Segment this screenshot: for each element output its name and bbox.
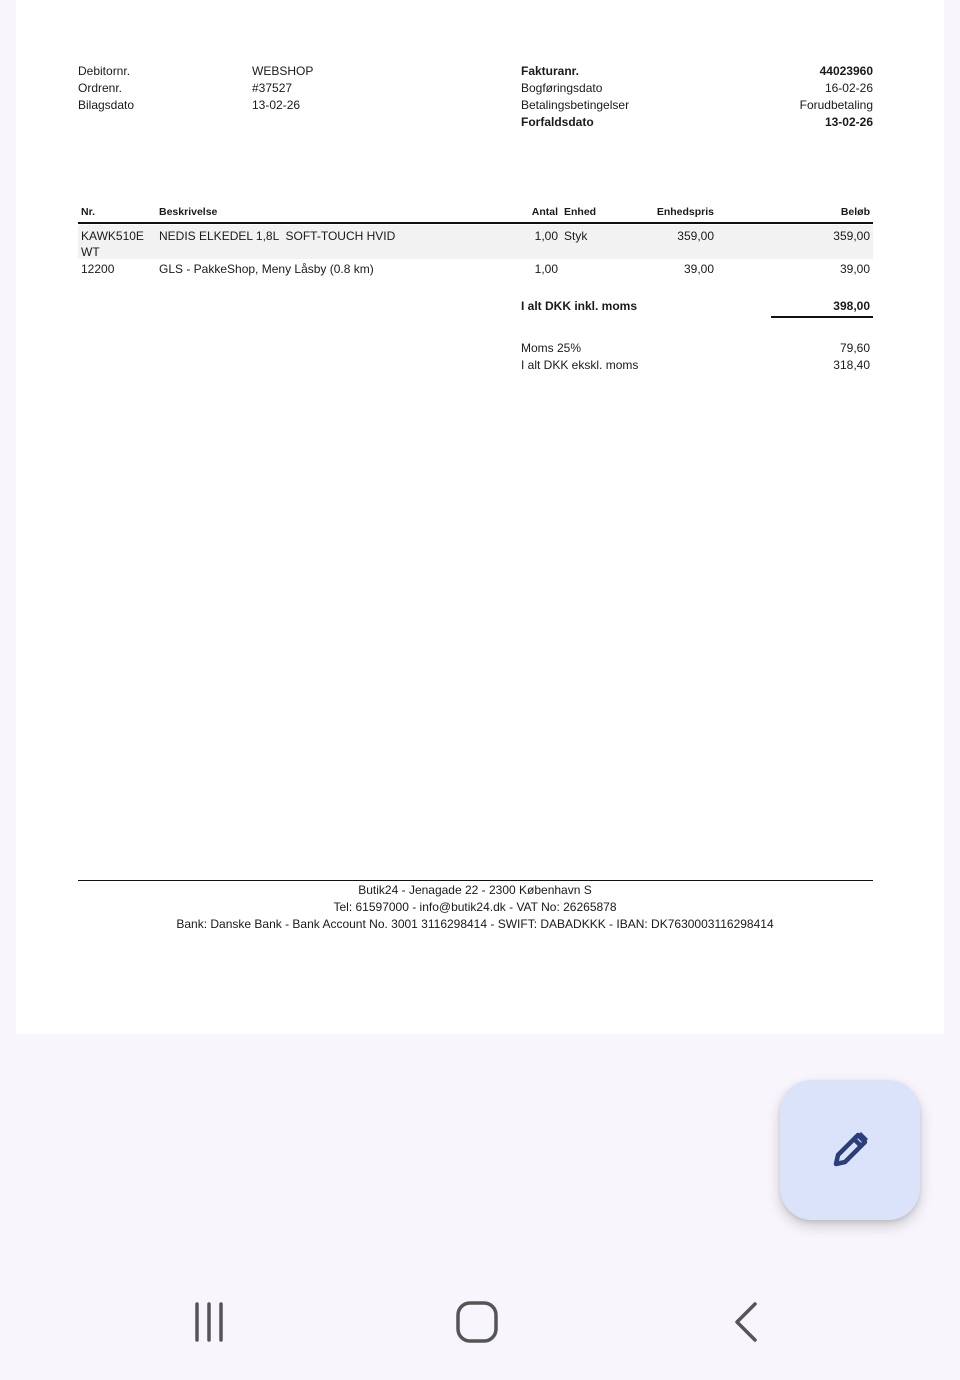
footer-contact: Tel: 61597000 - info@butik24.dk - VAT No: 26265878: [333, 900, 617, 914]
row-1-description: NEDIS ELKEDEL 1,8L SOFT-TOUCH HVID: [159, 229, 396, 243]
row-1-unit: Styk: [564, 229, 588, 243]
meta-value-debitornr: WEBSHOP: [252, 64, 314, 78]
meta-label-forfaldsdato: Forfaldsdato: [521, 115, 594, 129]
home-icon: [455, 1300, 499, 1344]
recents-button[interactable]: [179, 1292, 239, 1352]
row-1-amount: 359,00: [833, 229, 870, 243]
row-1-nr: KAWK510E: [81, 229, 144, 243]
meta-value-betalingsbetingelser: Forudbetaling: [799, 98, 873, 112]
table-header-amount: Beløb: [840, 206, 870, 218]
footer-rule: [78, 880, 873, 881]
meta-label-bogforingsdato: Bogføringsdato: [521, 81, 603, 95]
meta-label-fakturanr: Fakturanr.: [521, 64, 580, 78]
meta-value-forfaldsdato: 13-02-26: [824, 115, 873, 129]
total-excl-vat-label: I alt DKK ekskl. moms: [521, 358, 639, 372]
table-header-rule: [78, 222, 873, 224]
row-2-quantity: 1,00: [534, 262, 558, 276]
home-button[interactable]: [447, 1292, 507, 1352]
row-2-unit-price: 39,00: [683, 262, 714, 276]
edit-button[interactable]: [780, 1080, 920, 1220]
meta-value-bilagsdato: 13-02-26: [252, 98, 301, 112]
row-1-quantity: 1,00: [534, 229, 558, 243]
row-1-nr-cont: WT: [81, 245, 100, 259]
total-incl-vat-value: 398,00: [833, 299, 870, 313]
total-underline: [771, 316, 873, 318]
total-excl-vat-value: 318,40: [833, 358, 870, 372]
back-icon: [725, 1300, 769, 1344]
meta-value-ordrenr: #37527: [252, 81, 293, 95]
meta-label-bilagsdato: Bilagsdato: [78, 98, 135, 112]
table-header-unit-price: Enhedspris: [656, 206, 714, 218]
meta-label-ordrenr: Ordrenr.: [78, 81, 123, 95]
table-header-nr: Nr.: [81, 206, 96, 218]
footer-bank: Bank: Danske Bank - Bank Account No. 3001 3116298414 - SWIFT: DABADKKK - IBAN: DK7630003116298414: [176, 917, 774, 931]
row-2-description: GLS - PakkeShop, Meny Låsby (0.8 km): [159, 262, 374, 276]
row-2-nr: 12200: [81, 262, 115, 276]
recents-icon: [187, 1300, 231, 1344]
total-incl-vat-label: I alt DKK inkl. moms: [521, 299, 638, 313]
row-1-unit-price: 359,00: [677, 229, 714, 243]
meta-value-fakturanr: 44023960: [819, 64, 873, 78]
meta-label-betalingsbetingelser: Betalingsbetingelser: [521, 98, 630, 112]
pencil-icon: [824, 1124, 876, 1176]
back-button[interactable]: [717, 1292, 777, 1352]
row-2-amount: 39,00: [839, 262, 870, 276]
footer-address: Butik24 - Jenagade 22 - 2300 København S: [358, 883, 592, 897]
meta-value-bogforingsdato: 16-02-26: [824, 81, 873, 95]
table-header-quantity: Antal: [531, 206, 558, 218]
vat-label: Moms 25%: [521, 341, 582, 355]
meta-label-debitornr: Debitornr.: [78, 64, 131, 78]
vat-value: 79,60: [839, 341, 870, 355]
table-header-description: Beskrivelse: [159, 206, 218, 218]
invoice-document: [16, 0, 944, 1034]
table-header-unit: Enhed: [564, 206, 597, 218]
